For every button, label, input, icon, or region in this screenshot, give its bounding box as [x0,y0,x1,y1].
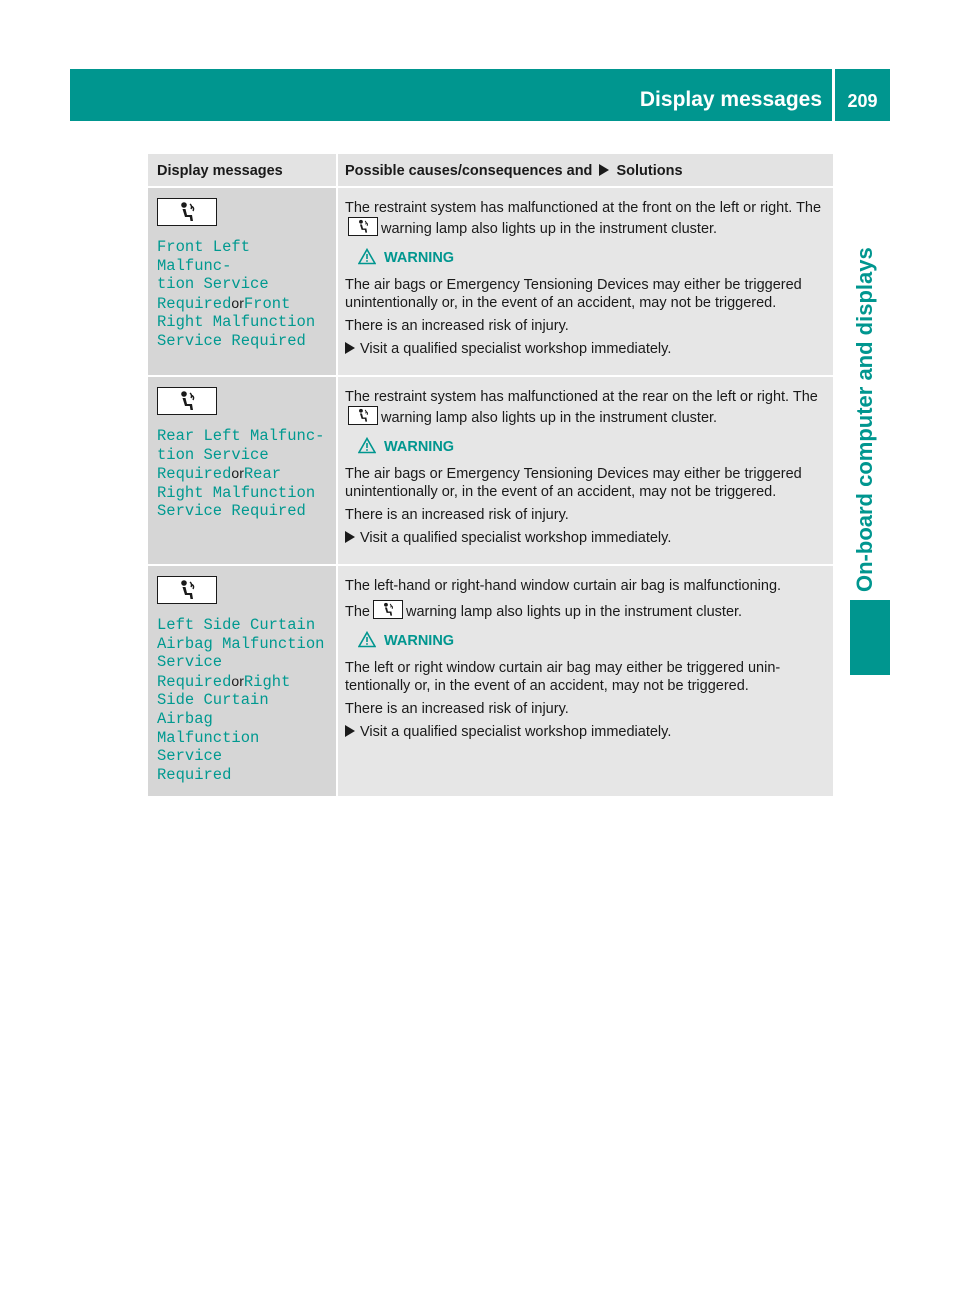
table-header [148,154,833,188]
chapter-tab-marker [850,600,890,675]
airbag-warning-icon [348,217,378,236]
table-row [148,566,833,798]
warning-triangle-icon [358,437,376,454]
chapter-tab-label: On-board computer and displays [852,247,877,592]
causes-cell [336,566,833,796]
cause-text: The restraint system has malfunctioned at the rear on the left or right. The warning lamp also lights up in the instrument cluster. [345,389,818,426]
column-header-causes: Possible causes/consequences and [345,163,593,179]
message-cell [148,566,336,796]
airbag-warning-icon [157,576,217,604]
solution-text: Visit a qualified specialist workshop immediately. [345,723,827,741]
page-header [70,69,890,121]
triangle-bullet-icon [345,342,355,354]
cause-text: The restraint system has malfunctioned at the front on the left or right. The warning lamp also lights up in the instrument cluster. [345,200,822,237]
table-row [148,188,833,377]
triangle-bullet-icon [345,725,355,737]
message-cell [148,377,336,564]
solution-text: Visit a qualified specialist workshop immediately. [345,529,827,547]
display-message: Front Left Malfunc- tion Service RequiredorFront Right Malfunction Service Required [157,238,316,350]
causes-cell [336,377,833,564]
solution-text: Visit a qualified specialist workshop immediately. [345,340,827,358]
table-row [148,377,833,566]
warning-triangle-icon [358,631,376,648]
airbag-warning-icon [157,198,217,226]
risk-text: There is an increased risk of injury. [345,507,569,523]
warning-heading: WARNING [358,248,827,267]
column-header-solutions: Solutions [616,163,683,179]
warning-heading: WARNING [358,437,827,456]
triangle-bullet-icon [599,164,609,176]
column-header-display-messages: Display messages [157,163,283,179]
page-number: 209 [847,91,878,111]
message-cell [148,188,336,375]
page-title: Display messages [639,88,822,111]
causes-cell [336,188,833,375]
risk-text: There is an increased risk of injury. [345,318,569,334]
airbag-warning-icon [373,600,403,619]
display-message: Left Side Curtain Airbag Malfunction Service RequiredorRight Side Curtain Airbag Malfunction Service Required [157,616,325,784]
warning-text: The left or right window curtain air bag may either be triggered unin- tentionally or, in the event of an accident, may not be triggered. [345,660,781,694]
column-header-causes-solutions [336,154,833,186]
airbag-warning-icon [157,387,217,415]
risk-text: There is an increased risk of injury. [345,701,569,717]
warning-text: The air bags or Emergency Tensioning Devices may either be triggered unintentionally or, in the event of an accident, may not be triggered. [345,466,802,500]
airbag-warning-icon [348,406,378,425]
cause-text: The warning lamp also lights up in the instrument cluster. [345,600,827,621]
display-messages-table [148,154,833,798]
display-message: Rear Left Malfunc- tion Service RequiredorRear Right Malfunction Service Required [157,427,325,521]
triangle-bullet-icon [345,531,355,543]
warning-text: The air bags or Emergency Tensioning Devices may either be triggered unintentionally or, in the event of an accident, may not be triggered. [345,277,802,311]
warning-triangle-icon [358,248,376,265]
warning-heading: WARNING [358,631,827,650]
cause-text: The left-hand or right-hand window curtain air bag is malfunctioning. [345,578,782,594]
